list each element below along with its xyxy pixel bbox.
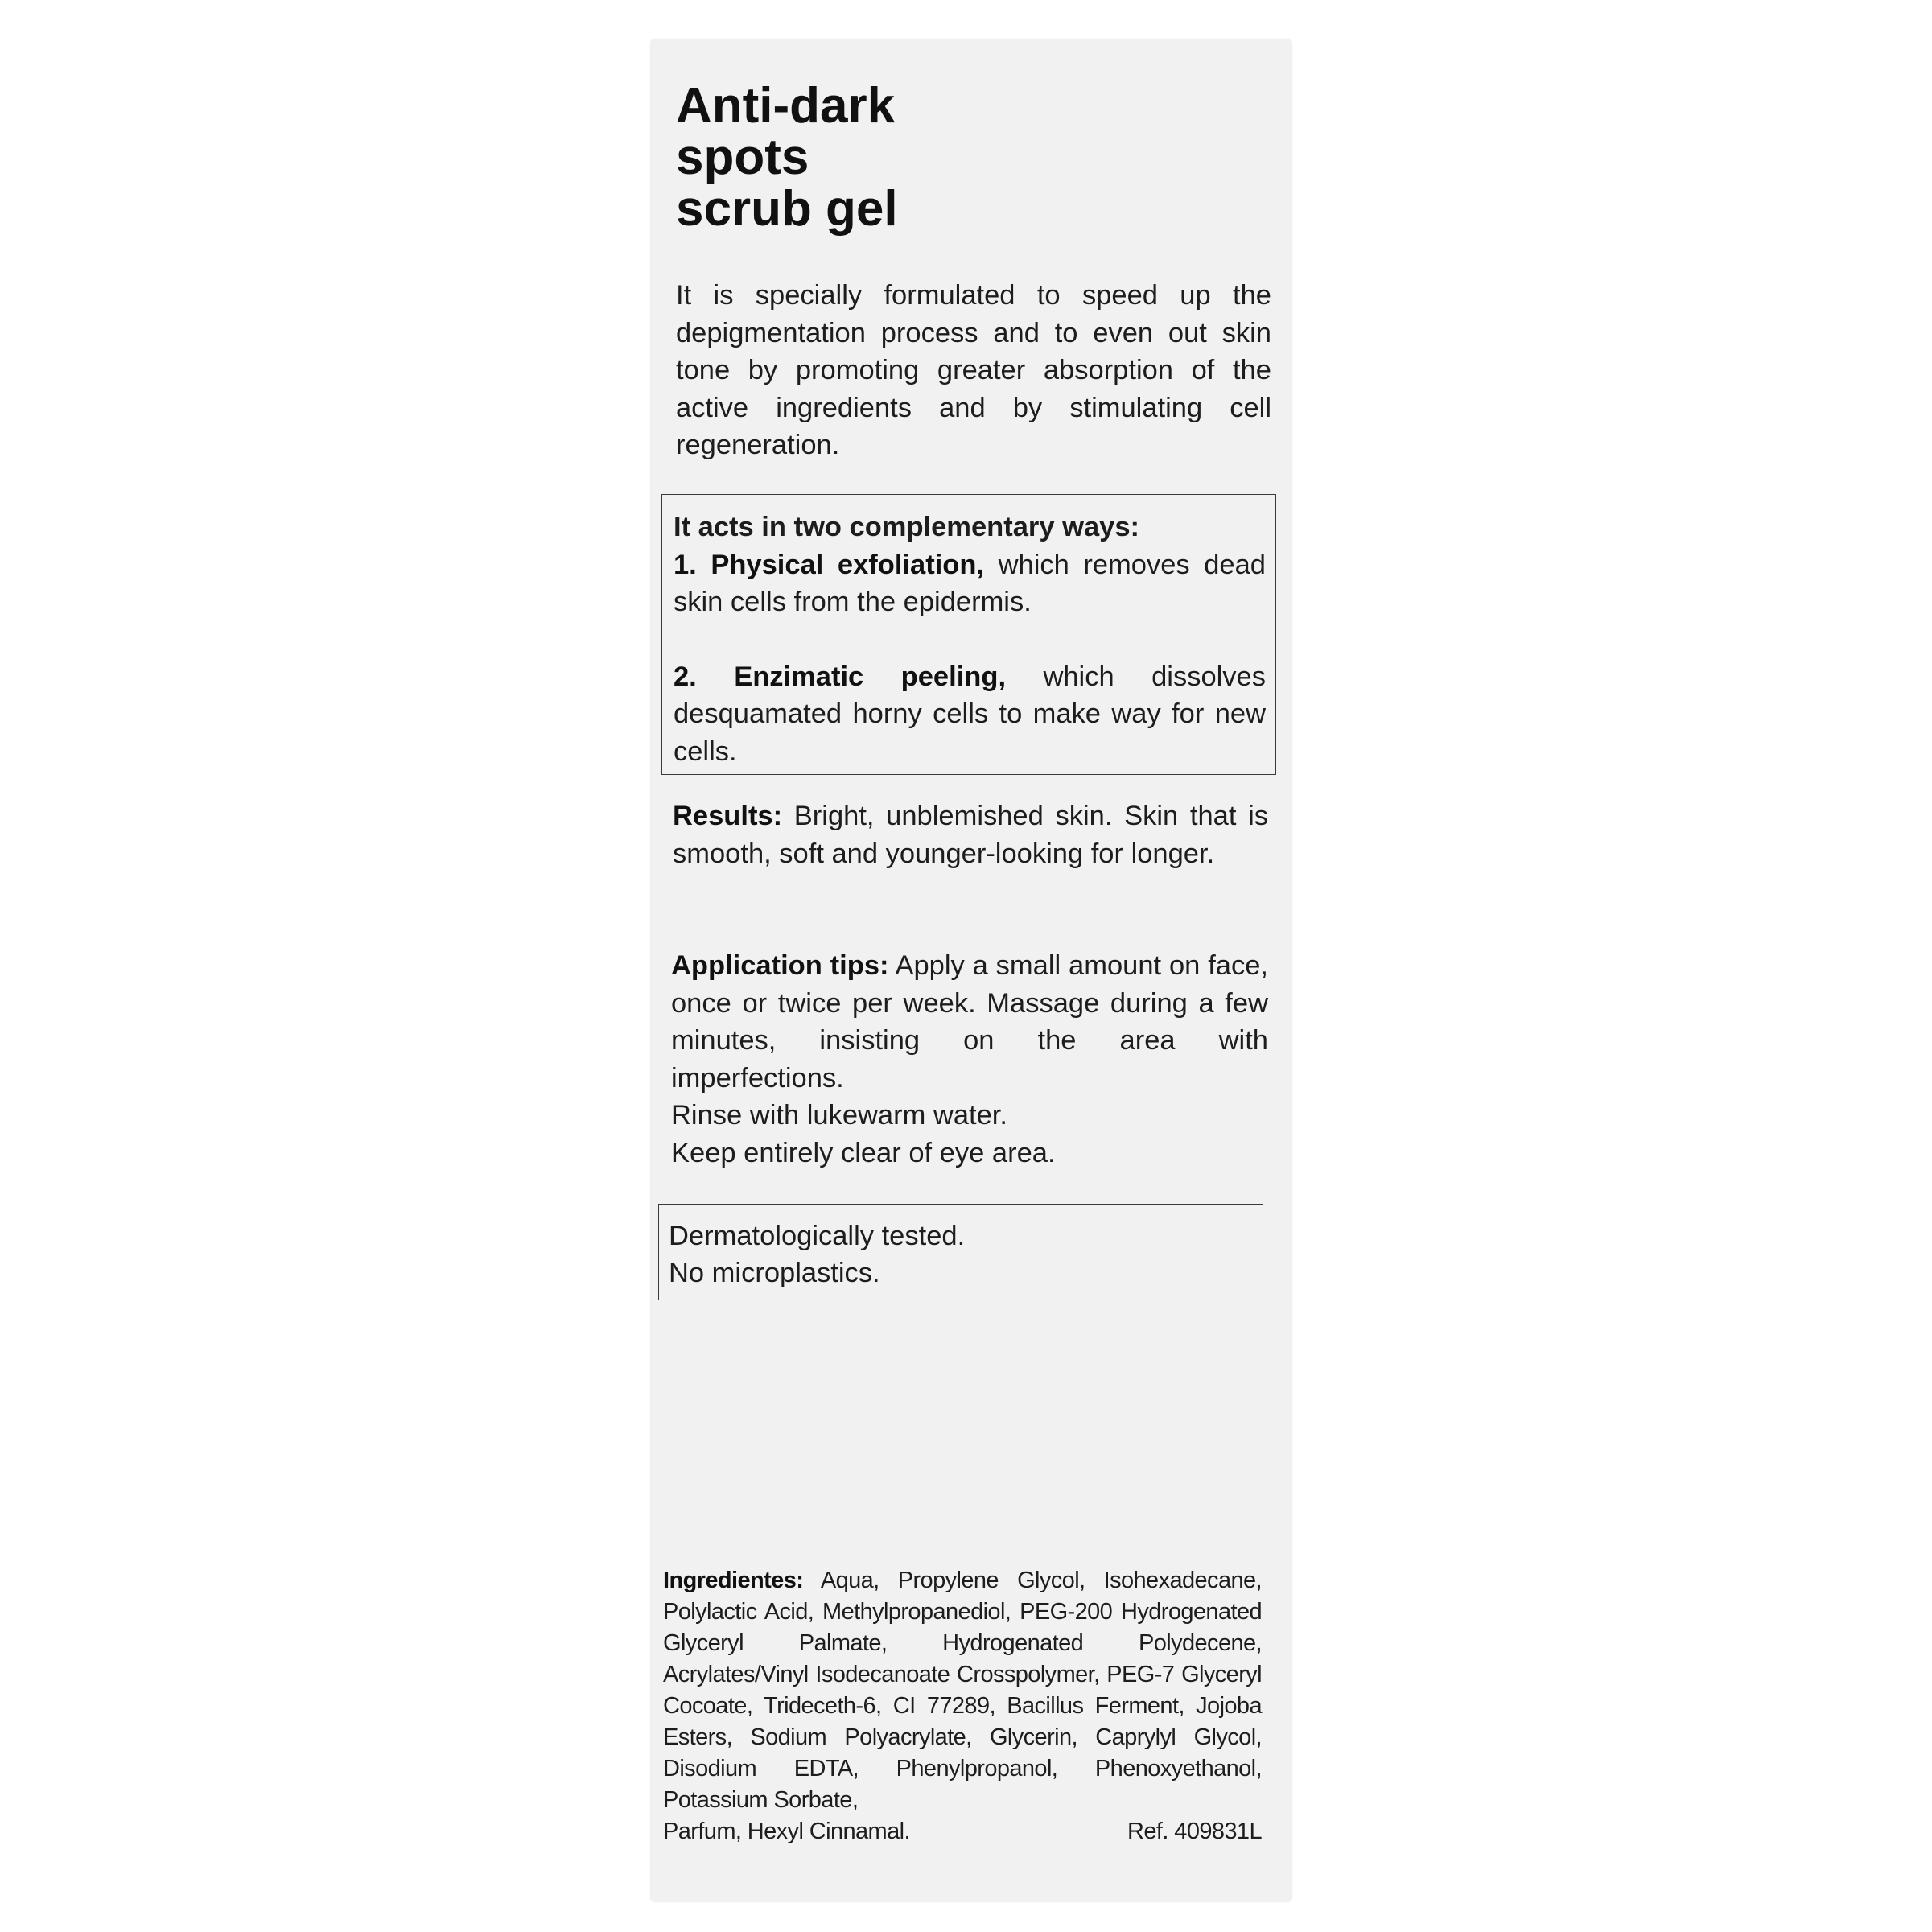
title-line-2: spots xyxy=(676,130,809,185)
ingredients-list xyxy=(663,1565,1262,1848)
product-box-panel xyxy=(650,39,1292,1902)
product-title xyxy=(676,80,998,235)
tips-main xyxy=(671,947,1268,1097)
action-item-1-label: 1. Physical exfoliation, xyxy=(674,549,985,580)
reference-number: Ref. 409831L xyxy=(1127,1819,1262,1844)
tips-eye-area: Keep entirely clear of eye area. xyxy=(671,1137,1056,1168)
actions-box xyxy=(661,494,1276,775)
tips-label: Application tips: xyxy=(671,950,889,981)
ingredients-label: Ingredientes: xyxy=(663,1567,804,1593)
actions-heading: It acts in two complementary ways: xyxy=(674,512,1140,542)
results-text: Bright, unblemished skin. Skin that is smooth, soft and younger-looking for longer. xyxy=(673,801,1268,869)
title-line-3: scrub gel xyxy=(676,181,898,237)
action-item-1-text: which removes dead skin cells from the epidermis. xyxy=(674,549,1266,617)
claim-no-microplastics: No microplastics. xyxy=(669,1258,880,1288)
application-tips xyxy=(671,947,1268,1172)
action-item-1 xyxy=(674,546,1266,621)
action-item-2-label: 2. Enzimatic peeling, xyxy=(674,661,1007,692)
ingredients-last-line: Parfum, Hexyl Cinnamal. xyxy=(663,1819,910,1844)
results-label: Results: xyxy=(673,801,783,831)
intro-paragraph: It is specially formulated to speed up the depigmentation process and to even out skin tone by promoting greater absorption of the active ingredients and by stimulating cell regeneration. xyxy=(676,280,1271,460)
ingredients-last-row xyxy=(663,1816,1262,1848)
action-item-2-text: which dissolves desquamated horny cells to make way for new cells. xyxy=(674,661,1266,767)
claim-dermatologically-tested: Dermatologically tested. xyxy=(669,1221,966,1251)
claims-box xyxy=(658,1204,1263,1300)
action-item-2 xyxy=(674,658,1266,771)
ingredients-main xyxy=(663,1565,1262,1816)
ingredients-text: Aqua, Propylene Glycol, Isohexadecane, Polylactic Acid, Methylpropanediol, PEG-200 Hydrogenated Glyceryl Palmate, Hydrogenated Polydecene, Acrylates/Vinyl Isodecanoate Crosspolymer, PEG-7 Glyceryl Cocoate, Trideceth-6, CI 77289, Bacillus Ferment, Jojoba Esters, Sodium Polyacrylate, Glycerin, Caprylyl Glycol, Disodium EDTA, Phenylpropanol, Phenoxyethanol, Potassium Sorbate, xyxy=(663,1567,1262,1813)
tips-rinse: Rinse with lukewarm water. xyxy=(671,1100,1007,1131)
results-paragraph xyxy=(673,797,1268,872)
tips-text: Apply a small amount on face, once or twice per week. Massage during a few minutes, insisting on the area with imperfections. xyxy=(671,950,1268,1094)
title-line-1: Anti-dark xyxy=(676,78,896,134)
